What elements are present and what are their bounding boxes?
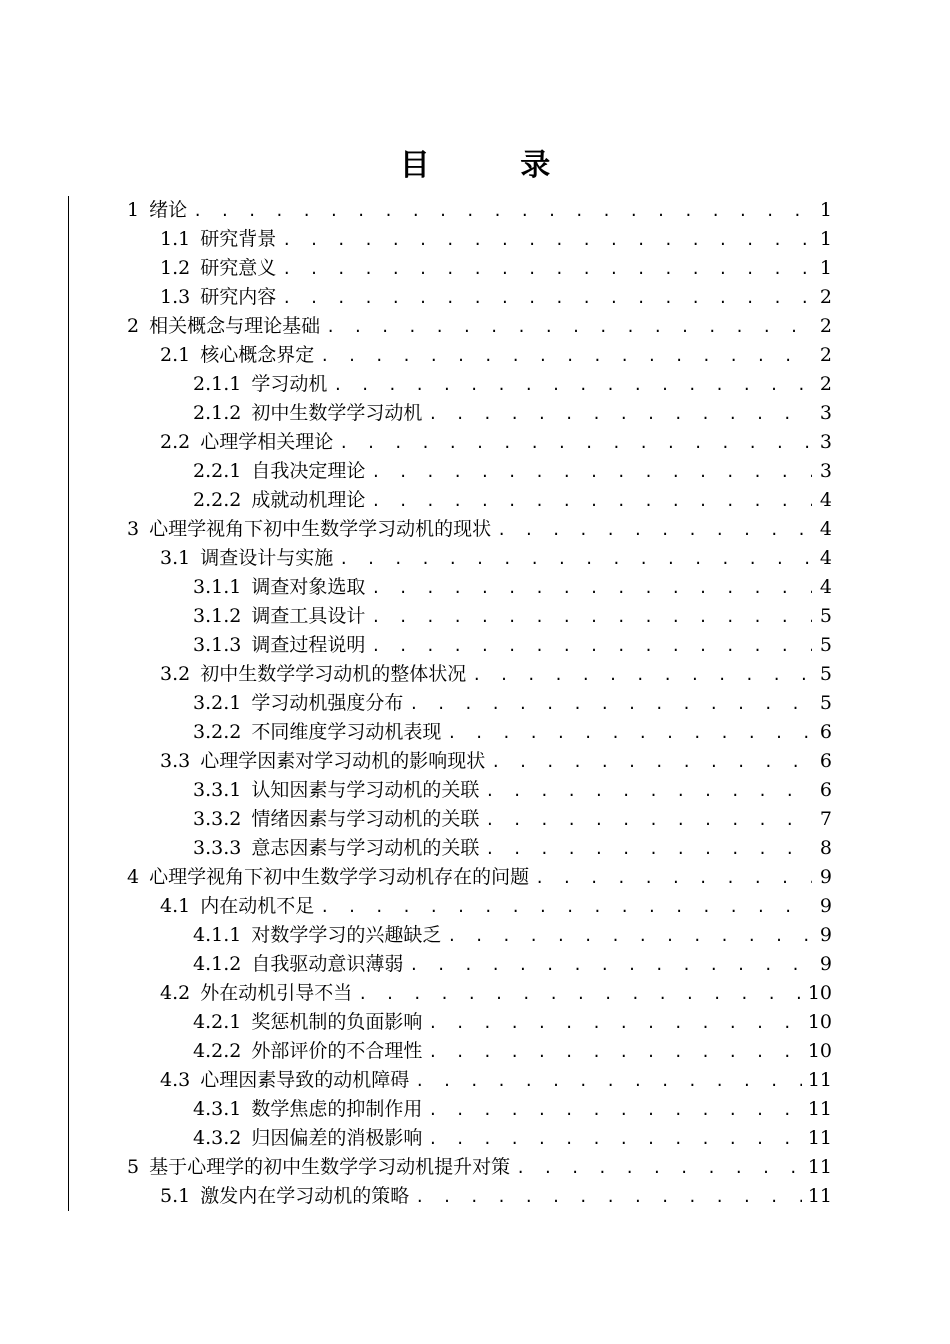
toc-entry-title: 研究内容 <box>200 286 277 308</box>
toc-page-number: 4 <box>819 489 832 511</box>
toc-dot-leader <box>282 284 812 313</box>
toc-entry-title: 调查对象选取 <box>251 576 366 598</box>
toc-entry-number: 4.1.1 <box>193 924 242 946</box>
toc-entry-title: 学习动机强度分布 <box>251 692 404 714</box>
toc-entry[interactable] <box>0 892 950 921</box>
toc-entry-number: 3.3.2 <box>193 808 242 830</box>
toc-page-number: 5 <box>819 605 832 627</box>
toc-entry[interactable] <box>0 283 950 312</box>
toc-page-number: 3 <box>819 402 832 424</box>
toc-entry[interactable] <box>0 950 950 979</box>
toc-entry-number: 2 <box>127 315 140 337</box>
toc-page-number: 4 <box>819 518 832 540</box>
toc-entry[interactable] <box>0 1066 950 1095</box>
toc-dot-leader <box>415 1067 802 1096</box>
toc-entry[interactable] <box>0 834 950 863</box>
toc-page-number: 1 <box>819 199 832 221</box>
toc-entry-number: 4.2 <box>160 982 191 1004</box>
toc-dot-leader <box>428 1009 801 1038</box>
toc-entry-number: 4.3 <box>160 1069 191 1091</box>
toc-dot-leader <box>193 197 812 226</box>
toc-entry-title: 心理学相关理论 <box>200 431 334 453</box>
toc-page-number: 9 <box>819 895 832 917</box>
toc-dot-leader <box>333 371 812 400</box>
toc-page-number: 6 <box>819 721 832 743</box>
toc-entry-number: 3.1.2 <box>193 605 242 627</box>
toc-page-number: 10 <box>807 1040 832 1062</box>
toc-entry-number: 4.3.2 <box>193 1127 242 1149</box>
toc-dot-leader <box>497 516 812 545</box>
toc-entry[interactable] <box>0 631 950 660</box>
toc-entry-number: 3.1 <box>160 547 191 569</box>
toc-dot-leader <box>339 429 812 458</box>
toc-dot-leader <box>320 342 812 371</box>
toc-entry[interactable] <box>0 689 950 718</box>
toc-dot-leader <box>485 777 812 806</box>
toc-entry-number: 3 <box>127 518 140 540</box>
toc-page-number: 9 <box>819 953 832 975</box>
toc-entry[interactable] <box>0 254 950 283</box>
toc-entry-number: 3.2.2 <box>193 721 242 743</box>
toc-entry-number: 3.3.3 <box>193 837 242 859</box>
toc-entry-title: 自我决定理论 <box>251 460 366 482</box>
toc-entry-title: 意志因素与学习动机的关联 <box>251 837 480 859</box>
toc-dot-leader <box>428 1125 801 1154</box>
toc-entry[interactable] <box>0 660 950 689</box>
toc-entry-title: 数学焦虑的抑制作用 <box>251 1098 423 1120</box>
toc-dot-leader <box>358 980 802 1009</box>
toc-entry[interactable] <box>0 544 950 573</box>
toc-dot-leader <box>339 545 812 574</box>
toc-dot-leader <box>428 1096 801 1125</box>
toc-dot-leader <box>371 574 812 603</box>
toc-dot-leader <box>447 922 812 951</box>
toc-page-number: 3 <box>819 460 832 482</box>
toc-entry-title: 调查工具设计 <box>251 605 366 627</box>
toc-entry-number: 4 <box>127 866 140 888</box>
toc-entry[interactable] <box>0 1153 950 1182</box>
toc-page-number: 9 <box>819 866 832 888</box>
toc-page-number: 7 <box>819 808 832 830</box>
toc-dot-leader <box>491 748 812 777</box>
toc-page-number: 10 <box>807 982 832 1004</box>
toc-entry-number: 2.1 <box>160 344 191 366</box>
toc-entry-title: 基于心理学的初中生数学学习动机提升对策 <box>149 1156 511 1178</box>
toc-dot-leader <box>428 1038 801 1067</box>
toc-entry-number: 4.2.2 <box>193 1040 242 1062</box>
toc-entry[interactable] <box>0 428 950 457</box>
toc-entry[interactable] <box>0 1095 950 1124</box>
toc-entry-number: 3.2 <box>160 663 191 685</box>
toc-entry-number: 1.2 <box>160 257 191 279</box>
toc-entry-title: 不同维度学习动机表现 <box>251 721 442 743</box>
toc-page-number: 5 <box>819 634 832 656</box>
toc-entry-title: 研究意义 <box>200 257 277 279</box>
toc-entry[interactable] <box>0 776 950 805</box>
toc-dot-leader <box>409 690 812 719</box>
toc-page-number: 11 <box>807 1098 832 1120</box>
toc-dot-leader <box>447 719 812 748</box>
toc-entry[interactable] <box>0 1008 950 1037</box>
toc-dot-leader <box>428 400 812 429</box>
toc-dot-leader <box>371 603 812 632</box>
toc-entry-number: 3.3 <box>160 750 191 772</box>
toc-page-number: 11 <box>807 1127 832 1149</box>
toc-entry-title: 外在动机引导不当 <box>200 982 353 1004</box>
toc-dot-leader <box>371 632 812 661</box>
toc-entry-number: 2.2 <box>160 431 191 453</box>
toc-entry[interactable] <box>0 863 950 892</box>
toc-entry-number: 4.1.2 <box>193 953 242 975</box>
toc-entry[interactable] <box>0 370 950 399</box>
toc-entry-title: 调查设计与实施 <box>200 547 334 569</box>
toc-dot-leader <box>282 255 812 284</box>
toc-entry-title: 核心概念界定 <box>200 344 315 366</box>
toc-page-number: 1 <box>819 257 832 279</box>
toc-page-number: 4 <box>819 547 832 569</box>
toc-entry-title: 激发内在学习动机的策略 <box>200 1185 410 1207</box>
toc-entry[interactable] <box>0 1182 950 1211</box>
toc-entry-title: 对数学学习的兴趣缺乏 <box>251 924 442 946</box>
toc-page-number: 1 <box>819 228 832 250</box>
toc-page-number: 6 <box>819 779 832 801</box>
toc-entry-number: 2.2.2 <box>193 489 242 511</box>
toc-dot-leader <box>371 487 812 516</box>
toc-entry-title: 心理学视角下初中生数学学习动机的现状 <box>149 518 492 540</box>
toc-entry-number: 1.3 <box>160 286 191 308</box>
toc-entry-title: 绪论 <box>149 199 188 221</box>
toc-entry-number: 1 <box>127 199 140 221</box>
toc-page-number: 2 <box>819 373 832 395</box>
toc-page-number: 10 <box>807 1011 832 1033</box>
toc-page-number: 4 <box>819 576 832 598</box>
toc-entry-number: 4.3.1 <box>193 1098 242 1120</box>
toc-page-number: 11 <box>807 1069 832 1091</box>
table-of-contents <box>0 196 950 1211</box>
toc-entry-title: 认知因素与学习动机的关联 <box>251 779 480 801</box>
toc-dot-leader <box>485 806 812 835</box>
toc-entry-title: 研究背景 <box>200 228 277 250</box>
toc-page-number: 5 <box>819 663 832 685</box>
toc-entry-number: 4.1 <box>160 895 191 917</box>
toc-entry-title: 相关概念与理论基础 <box>149 315 321 337</box>
toc-entry-title: 心理因素导致的动机障碍 <box>200 1069 410 1091</box>
toc-entry-title: 归因偏差的消极影响 <box>251 1127 423 1149</box>
toc-dot-leader <box>472 661 812 690</box>
toc-entry-title: 自我驱动意识薄弱 <box>251 953 404 975</box>
toc-entry[interactable] <box>0 805 950 834</box>
toc-dot-leader <box>326 313 812 342</box>
toc-entry[interactable] <box>0 341 950 370</box>
toc-entry-title: 调查过程说明 <box>251 634 366 656</box>
toc-entry[interactable] <box>0 225 950 254</box>
toc-entry-title: 初中生数学学习动机 <box>251 402 423 424</box>
toc-entry[interactable] <box>0 921 950 950</box>
toc-page-number: 5 <box>819 692 832 714</box>
toc-page-number: 6 <box>819 750 832 772</box>
toc-page-number: 2 <box>819 344 832 366</box>
toc-entry-title: 内在动机不足 <box>200 895 315 917</box>
toc-entry-title: 学习动机 <box>251 373 328 395</box>
toc-entry-number: 1.1 <box>160 228 191 250</box>
toc-dot-leader <box>282 226 812 255</box>
toc-entry-title: 情绪因素与学习动机的关联 <box>251 808 480 830</box>
toc-entry[interactable] <box>0 979 950 1008</box>
toc-page-number: 8 <box>819 837 832 859</box>
toc-dot-leader <box>535 864 812 893</box>
page-title: 目 录 <box>399 148 591 184</box>
toc-entry-title: 心理学视角下初中生数学学习动机存在的问题 <box>149 866 530 888</box>
toc-entry[interactable] <box>0 718 950 747</box>
toc-dot-leader <box>415 1183 802 1212</box>
toc-page-number: 9 <box>819 924 832 946</box>
toc-dot-leader <box>409 951 812 980</box>
toc-entry[interactable] <box>0 1124 950 1153</box>
toc-entry-title: 奖惩机制的负面影响 <box>251 1011 423 1033</box>
toc-entry-number: 2.1.1 <box>193 373 242 395</box>
toc-entry-number: 5 <box>127 1156 140 1178</box>
toc-page-number: 11 <box>807 1156 832 1178</box>
toc-entry-number: 3.1.3 <box>193 634 242 656</box>
toc-entry-number: 5.1 <box>160 1185 191 1207</box>
toc-entry-number: 4.2.1 <box>193 1011 242 1033</box>
toc-page-number: 2 <box>819 286 832 308</box>
toc-entry[interactable] <box>0 1037 950 1066</box>
toc-dot-leader <box>320 893 812 922</box>
toc-page-number: 11 <box>807 1185 832 1207</box>
toc-entry[interactable] <box>0 196 950 225</box>
toc-dot-leader <box>485 835 812 864</box>
toc-entry[interactable] <box>0 602 950 631</box>
toc-entry-number: 3.3.1 <box>193 779 242 801</box>
toc-dot-leader <box>516 1154 802 1183</box>
toc-entry-title: 成就动机理论 <box>251 489 366 511</box>
toc-page-number: 3 <box>819 431 832 453</box>
toc-entry-number: 3.2.1 <box>193 692 242 714</box>
toc-entry[interactable] <box>0 399 950 428</box>
toc-dot-leader <box>371 458 812 487</box>
toc-entry-title: 初中生数学学习动机的整体状况 <box>200 663 467 685</box>
toc-entry-number: 2.1.2 <box>193 402 242 424</box>
toc-entry-number: 2.2.1 <box>193 460 242 482</box>
toc-entry[interactable] <box>0 515 950 544</box>
toc-entry-title: 外部评价的不合理性 <box>251 1040 423 1062</box>
toc-page-number: 2 <box>819 315 832 337</box>
toc-entry[interactable] <box>0 486 950 515</box>
toc-entry[interactable] <box>0 312 950 341</box>
toc-entry-title: 心理学因素对学习动机的影响现状 <box>200 750 486 772</box>
toc-entry-number: 3.1.1 <box>193 576 242 598</box>
toc-entry[interactable] <box>0 747 950 776</box>
toc-entry[interactable] <box>0 573 950 602</box>
toc-entry[interactable] <box>0 457 950 486</box>
